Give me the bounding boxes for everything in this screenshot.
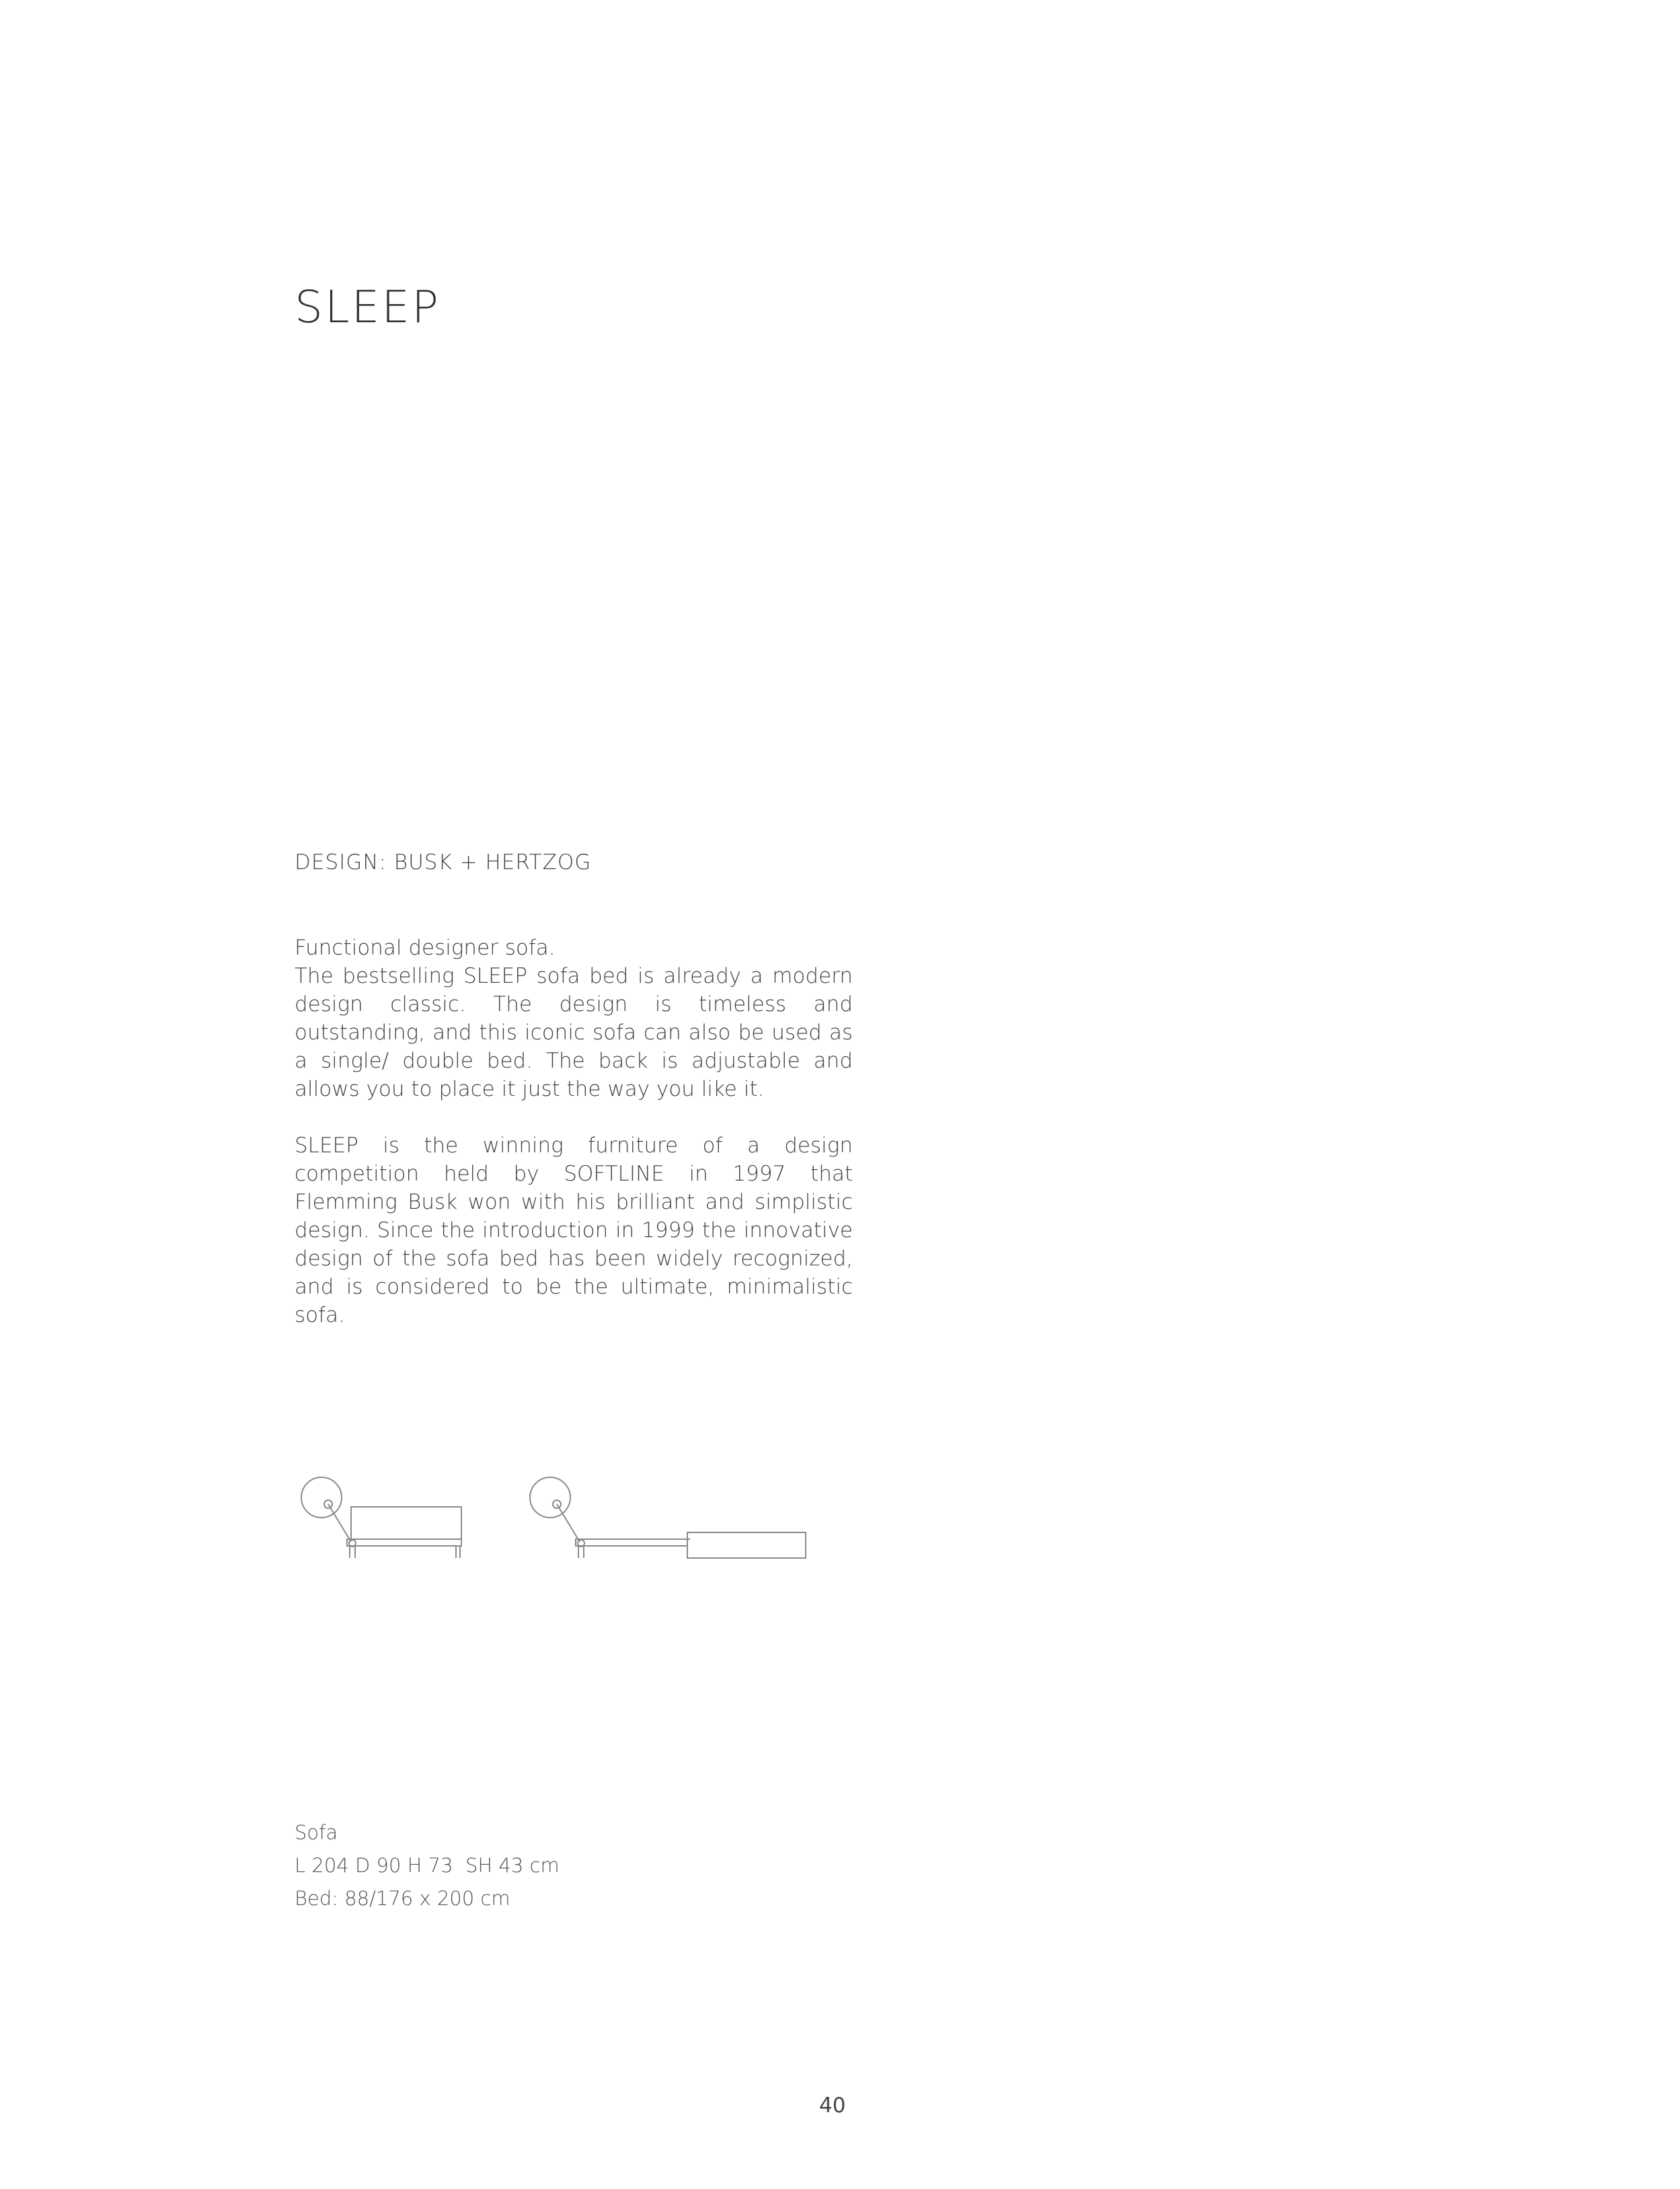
sofa-bed-drawings [293,1469,818,1570]
page-title: SLEEP [295,281,441,333]
product-specs [295,1816,560,1915]
sofa-position-icon [293,1469,468,1570]
history-paragraph: SLEEP is the winning furniture of a design competition held by SOFTLINE in 1997 that Flemming Busk won with his brilliant and simplistic design. Since the introduction in 1999 the innovative design of the sofa bed has been widely recognized, and is considered to be the ultimate, minimalistic sofa. [295,1134,853,1327]
page-number: 40 [819,2093,846,2118]
product-description [295,934,853,1358]
designer-credit: DESIGN: BUSK + HERTZOG [295,850,592,875]
spec-bed: Bed: 88/176 x 200 cm [295,1887,510,1910]
spec-type: Sofa [295,1821,338,1844]
intro-tagline: Functional designer sofa. [295,936,556,960]
bed-position-icon [522,1469,818,1570]
spec-dimensions: L 204 D 90 H 73 SH 43 cm [295,1854,560,1877]
intro-paragraph [295,934,853,1103]
intro-body: The bestselling SLEEP sofa bed is already a modern design classic. The design is timeless and outstanding, and this iconic sofa can also be used as a single/ double bed. The back is adjustable and allows you to place it just the way you like it. [295,964,853,1101]
